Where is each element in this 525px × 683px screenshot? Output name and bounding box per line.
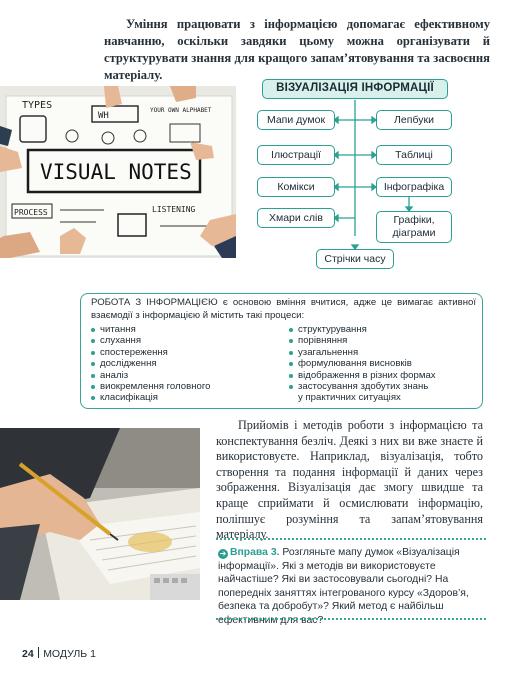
page-footer [22,647,96,660]
board-label-types: WH [98,111,109,121]
node-lapbooks: Лепбуки [376,110,452,130]
module-label: МОДУЛЬ 1 [43,648,96,660]
node-word-clouds: Хмари слів [257,208,335,228]
mind-map-diagram [248,74,488,274]
board-label-process: PROCESS [14,208,48,217]
exercise-divider-bottom [216,618,486,620]
panel-text [91,297,476,322]
node-comics: Комікси [257,177,335,197]
writing-hand-photo [0,428,200,600]
panel-description: є основою вміння вчитися, адже це вимагає активної взаємодії з інформацією й містить такі процеси: [91,297,476,321]
diagram-title: ВІЗУАЛІЗАЦІЯ ІНФОРМАЦІЇ [262,79,448,99]
node-timelines: Стрічки часу [316,249,394,269]
list-item-continuation: у практичних ситуаціях [298,392,401,404]
list-item: узагальнення [289,347,436,358]
board-title: VISUAL NOTES [40,160,192,184]
page-number: 24 [22,648,34,660]
node-graphs-charts: Графіки, діаграми [376,211,452,243]
board-label-alphabet: YOUR OWN ALPHABET [150,107,212,114]
panel-lead: РОБОТА З ІНФОРМАЦІЄЮ [91,297,218,308]
list-item: застосування здобутих знань [289,381,436,392]
list-item: виокремлення головного [91,381,210,392]
node-infographics: Інфографіка [376,177,452,197]
list-item: дослідження [91,358,210,369]
list-item: відображення в різних формах [289,370,436,381]
node-illustrations: Ілюстрації [257,145,335,165]
intro-paragraph: Уміння працювати з інформацією допомагає ефективному навчанню, оскільки завдяки цьому можна організувати й структурувати знання для кращого запам’ятовування та засвоєння матеріалу. [104,17,490,82]
list-item: слухання [91,335,210,346]
exercise-label: Вправа 3. [230,547,280,558]
board-label-wh: TYPES [22,100,53,111]
list-item: класифікація [91,392,210,403]
list-item: формулювання висновків [289,358,436,369]
visual-notes-photo [0,86,236,258]
arrow-right-icon: ➜ [219,549,227,558]
exercise-3 [218,546,484,628]
list-item: спостереження [91,347,210,358]
list-item: аналіз [91,370,210,381]
node-mind-maps: Мапи думок [257,110,335,130]
list-item: структурування [289,324,436,335]
list-item: порівняння [289,335,436,346]
methods-paragraph: Прийомів і методів роботи з інформацією та конспектування безліч. Деякі з них ви вже знаєте й використовуєте. Наприклад, візуалізація, тобто створення та подання інформації й даних через зображення. Візуалізація дає змогу швидше та краще сприймати й осмислювати інформацію, поліпшує розуміння та запам’ятовування матеріалу. [216,418,483,542]
process-list-left [91,324,210,404]
footer-separator [38,647,40,658]
info-processes-panel [80,293,483,409]
board-label-listening: LISTENING [152,205,196,214]
process-list-right [289,324,436,404]
node-tables: Таблиці [376,145,452,165]
list-item: читання [91,324,210,335]
exercise-text: Розгляньте мапу думок «Візуалізація інформації». Які з методів ви використовуєте найчастіше? Які ви застосовували сьогодні? На попередніх заняттях інтегрованого курсу «Здоров’я, безпека та добробут»? Який метод є найбільш ефективним для вас? [218,547,469,626]
exercise-divider-top [216,538,486,540]
